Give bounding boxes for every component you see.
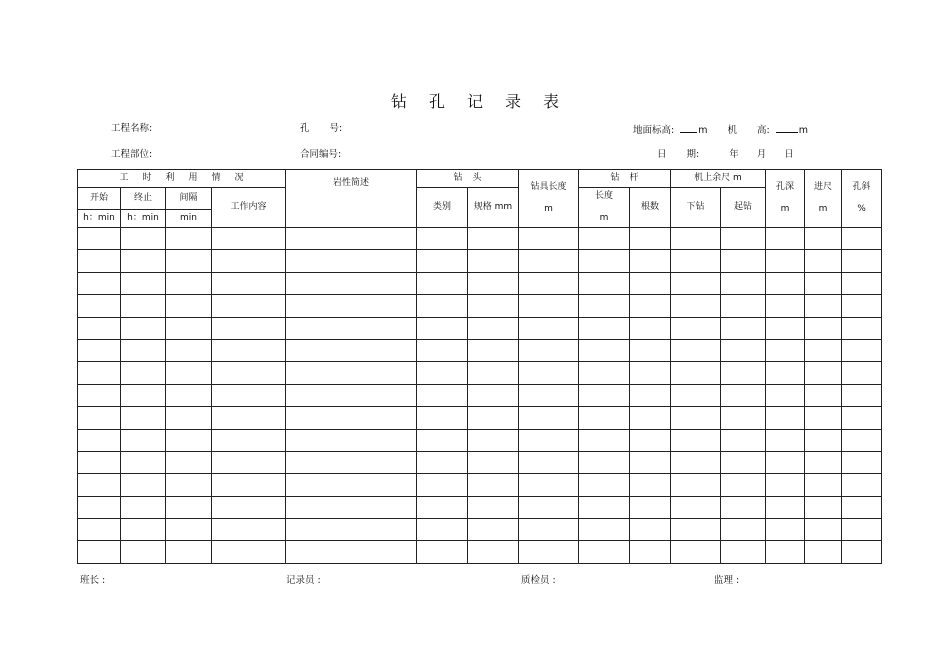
table-cell[interactable] [468, 339, 519, 361]
table-cell[interactable] [78, 339, 121, 361]
table-cell[interactable] [286, 541, 417, 563]
table-cell[interactable] [121, 496, 166, 518]
table-cell[interactable] [579, 496, 630, 518]
table-cell[interactable] [166, 295, 212, 317]
table-cell[interactable] [805, 541, 842, 563]
year-label: 年 [729, 149, 739, 160]
table-cell[interactable] [671, 541, 721, 563]
bit-spec-header: 规格 mm [468, 188, 519, 228]
month-label: 月 [756, 149, 767, 160]
table-cell[interactable] [721, 339, 766, 361]
table-cell[interactable] [212, 362, 286, 384]
table-cell[interactable] [417, 228, 468, 250]
date-field [657, 149, 794, 161]
table-cell[interactable] [286, 519, 417, 541]
table-cell[interactable] [78, 362, 121, 384]
machine-remaining-header: 机上余尺 m [671, 170, 766, 188]
table-row [78, 362, 882, 384]
table-cell[interactable] [805, 362, 842, 384]
table-cell[interactable] [468, 519, 519, 541]
table-cell[interactable] [519, 451, 579, 473]
table-cell[interactable] [286, 339, 417, 361]
table-cell[interactable] [468, 272, 519, 294]
table-cell[interactable] [842, 541, 882, 563]
inspector-label: 质检员 : [521, 575, 556, 586]
table-cell[interactable] [417, 474, 468, 496]
table-cell[interactable] [286, 429, 417, 451]
table-cell[interactable] [721, 407, 766, 429]
table-cell[interactable] [721, 317, 766, 339]
table-cell[interactable] [212, 541, 286, 563]
table-cell[interactable] [630, 272, 671, 294]
table-cell[interactable] [805, 317, 842, 339]
table-cell[interactable] [212, 384, 286, 406]
end-header: 终止 [121, 188, 166, 210]
ground-elevation-blank [680, 123, 697, 133]
table-cell[interactable] [121, 519, 166, 541]
table-cell[interactable] [842, 228, 882, 250]
table-cell[interactable] [121, 407, 166, 429]
table-cell[interactable] [805, 339, 842, 361]
page-title: 钻孔记录表 [390, 92, 581, 111]
table-cell[interactable] [671, 295, 721, 317]
table-cell[interactable] [417, 317, 468, 339]
table-cell[interactable] [166, 496, 212, 518]
table-cell[interactable] [766, 272, 805, 294]
table-cell[interactable] [721, 228, 766, 250]
table-cell[interactable] [166, 541, 212, 563]
table-cell[interactable] [842, 339, 882, 361]
table-cell[interactable] [630, 451, 671, 473]
table-cell[interactable] [579, 429, 630, 451]
table-cell[interactable] [630, 228, 671, 250]
table-row [78, 272, 882, 294]
table-cell[interactable] [579, 250, 630, 272]
table-cell[interactable] [121, 317, 166, 339]
table-cell[interactable] [286, 407, 417, 429]
table-row [78, 317, 882, 339]
table-cell[interactable] [286, 384, 417, 406]
table-cell[interactable] [286, 228, 417, 250]
table-row [78, 384, 882, 406]
table-row [78, 407, 882, 429]
table-cell[interactable] [842, 474, 882, 496]
table-row [78, 250, 882, 272]
table-cell[interactable] [417, 272, 468, 294]
table-cell[interactable] [78, 429, 121, 451]
table-cell[interactable] [766, 541, 805, 563]
table-cell[interactable] [842, 407, 882, 429]
table-cell[interactable] [579, 407, 630, 429]
table-cell[interactable] [166, 474, 212, 496]
table-cell[interactable] [671, 496, 721, 518]
table-row [78, 541, 882, 563]
table-cell[interactable] [519, 272, 579, 294]
table-cell[interactable] [671, 272, 721, 294]
contract-number-label: 合同编号: [300, 149, 342, 160]
table-cell[interactable] [519, 295, 579, 317]
tool-length-header [519, 170, 579, 228]
table-cell[interactable] [417, 541, 468, 563]
table-row [78, 474, 882, 496]
hole-depth-header [766, 170, 805, 228]
table-cell[interactable] [519, 429, 579, 451]
table-cell[interactable] [166, 384, 212, 406]
table-cell[interactable] [78, 272, 121, 294]
table-cell[interactable] [721, 496, 766, 518]
advance-label: 进尺 [813, 182, 832, 192]
project-part-label: 工程部位: [111, 149, 153, 160]
date-label-char: 日 [657, 149, 667, 160]
table-cell[interactable] [805, 272, 842, 294]
table-row [78, 339, 882, 361]
table-cell[interactable] [579, 384, 630, 406]
table-cell[interactable] [468, 407, 519, 429]
table-cell[interactable] [121, 272, 166, 294]
table-cell[interactable] [212, 295, 286, 317]
table-cell[interactable] [842, 362, 882, 384]
time-usage-header: 工时利用情况 [78, 170, 286, 188]
team-leader-label: 班长 : [80, 575, 106, 586]
table-cell[interactable] [212, 339, 286, 361]
table-cell[interactable] [166, 451, 212, 473]
table-cell[interactable] [121, 250, 166, 272]
table-cell[interactable] [78, 474, 121, 496]
rod-header: 钻杆 [579, 170, 671, 188]
table-cell[interactable] [468, 474, 519, 496]
table-cell[interactable] [671, 317, 721, 339]
table-cell[interactable] [286, 451, 417, 473]
table-cell[interactable] [766, 295, 805, 317]
table-cell[interactable] [805, 250, 842, 272]
table-cell[interactable] [166, 250, 212, 272]
table-cell[interactable] [842, 317, 882, 339]
table-cell[interactable] [766, 250, 805, 272]
table-cell[interactable] [417, 250, 468, 272]
bit-header: 钻头 [417, 170, 519, 188]
table-cell[interactable] [721, 384, 766, 406]
rod-length-unit: m [599, 213, 609, 223]
table-cell[interactable] [121, 384, 166, 406]
table-cell[interactable] [78, 295, 121, 317]
advance-unit: m [818, 204, 828, 214]
table-cell[interactable] [579, 362, 630, 384]
start-unit: h：min [78, 210, 121, 228]
table-cell[interactable] [212, 496, 286, 518]
table-cell[interactable] [630, 496, 671, 518]
table-cell[interactable] [519, 496, 579, 518]
table-cell[interactable] [212, 272, 286, 294]
table-cell[interactable] [579, 339, 630, 361]
rod-count-header: 根数 [630, 188, 671, 228]
table-cell[interactable] [630, 362, 671, 384]
table-cell[interactable] [842, 384, 882, 406]
table-cell[interactable] [468, 362, 519, 384]
table-cell[interactable] [721, 429, 766, 451]
table-cell[interactable] [805, 519, 842, 541]
table-cell[interactable] [721, 451, 766, 473]
table-cell[interactable] [721, 362, 766, 384]
table-cell[interactable] [519, 541, 579, 563]
table-cell[interactable] [212, 519, 286, 541]
table-cell[interactable] [842, 295, 882, 317]
table-row [78, 451, 882, 473]
table-cell[interactable] [166, 317, 212, 339]
project-name-label: 工程名称: [111, 123, 153, 134]
table-cell[interactable] [166, 272, 212, 294]
table-row [78, 228, 882, 250]
drilling-record-table [77, 169, 882, 564]
table-cell[interactable] [579, 295, 630, 317]
table-cell[interactable] [630, 407, 671, 429]
table-cell[interactable] [166, 519, 212, 541]
interval-unit: min [166, 210, 212, 228]
table-cell[interactable] [468, 384, 519, 406]
table-cell[interactable] [805, 496, 842, 518]
table-cell[interactable] [286, 317, 417, 339]
table-cell[interactable] [630, 541, 671, 563]
table-cell[interactable] [121, 451, 166, 473]
supervisor-label: 监理 : [714, 575, 740, 586]
table-cell[interactable] [721, 272, 766, 294]
table-cell[interactable] [579, 541, 630, 563]
table-cell[interactable] [212, 228, 286, 250]
table-cell[interactable] [805, 429, 842, 451]
advance-header [805, 170, 842, 228]
table-cell[interactable] [630, 384, 671, 406]
table-cell[interactable] [842, 496, 882, 518]
table-cell[interactable] [78, 519, 121, 541]
table-cell[interactable] [212, 317, 286, 339]
table-cell[interactable] [766, 451, 805, 473]
hole-depth-label: 孔深 [775, 182, 794, 192]
table-cell[interactable] [805, 407, 842, 429]
table-cell[interactable] [468, 429, 519, 451]
table-cell[interactable] [671, 362, 721, 384]
table-cell[interactable] [166, 429, 212, 451]
table-cell[interactable] [78, 407, 121, 429]
table-cell[interactable] [166, 362, 212, 384]
table-cell[interactable] [630, 474, 671, 496]
table-cell[interactable] [519, 250, 579, 272]
table-cell[interactable] [721, 295, 766, 317]
table-cell[interactable] [721, 541, 766, 563]
table-cell[interactable] [842, 272, 882, 294]
table-cell[interactable] [417, 451, 468, 473]
table-cell[interactable] [468, 451, 519, 473]
table-cell[interactable] [78, 541, 121, 563]
rod-length-label: 长度 [594, 191, 613, 201]
table-cell[interactable] [721, 250, 766, 272]
table-cell[interactable] [417, 339, 468, 361]
table-cell[interactable] [579, 474, 630, 496]
table-cell[interactable] [721, 519, 766, 541]
table-cell[interactable] [166, 228, 212, 250]
table-cell[interactable] [721, 474, 766, 496]
table-cell[interactable] [671, 474, 721, 496]
end-unit: h：min [121, 210, 166, 228]
table-cell[interactable] [286, 250, 417, 272]
table-cell[interactable] [579, 272, 630, 294]
table-cell[interactable] [671, 228, 721, 250]
work-content-header: 工作内容 [212, 188, 286, 228]
day-label: 日 [784, 149, 794, 160]
table-cell[interactable] [579, 228, 630, 250]
tool-length-label: 钻具长度 [530, 182, 567, 192]
table-cell[interactable] [286, 496, 417, 518]
table-cell[interactable] [630, 317, 671, 339]
table-cell[interactable] [630, 295, 671, 317]
table-cell[interactable] [766, 228, 805, 250]
table-cell[interactable] [121, 541, 166, 563]
rod-length-header [579, 188, 630, 228]
table-cell[interactable] [519, 362, 579, 384]
table-cell[interactable] [630, 519, 671, 541]
table-cell[interactable] [519, 519, 579, 541]
table-cell[interactable] [121, 295, 166, 317]
table-cell[interactable] [212, 407, 286, 429]
machine-height-unit: m [798, 125, 808, 136]
table-cell[interactable] [579, 451, 630, 473]
table-cell[interactable] [212, 451, 286, 473]
table-cell[interactable] [671, 451, 721, 473]
start-header: 开始 [78, 188, 121, 210]
machine-height-label: 高: [757, 125, 770, 136]
date-label: 期: [686, 149, 700, 160]
table-cell[interactable] [519, 407, 579, 429]
up-drill-header: 起钻 [721, 188, 766, 228]
table-cell[interactable] [121, 474, 166, 496]
table-cell[interactable] [212, 474, 286, 496]
recorder-label: 记录员 : [286, 575, 321, 586]
table-cell[interactable] [468, 541, 519, 563]
table-cell[interactable] [630, 250, 671, 272]
table-cell[interactable] [286, 362, 417, 384]
table-cell[interactable] [842, 250, 882, 272]
interval-header: 间隔 [166, 188, 212, 210]
hole-label [300, 123, 342, 135]
table-cell[interactable] [671, 407, 721, 429]
table-cell[interactable] [286, 272, 417, 294]
table-cell[interactable] [671, 339, 721, 361]
table-cell[interactable] [766, 496, 805, 518]
table-cell[interactable] [805, 474, 842, 496]
table-cell[interactable] [630, 339, 671, 361]
table-cell[interactable] [519, 339, 579, 361]
table-cell[interactable] [286, 474, 417, 496]
table-row [78, 429, 882, 451]
table-row [78, 496, 882, 518]
machine-height-blank [776, 123, 798, 133]
table-cell[interactable] [468, 295, 519, 317]
table-cell[interactable] [766, 429, 805, 451]
table-cell[interactable] [468, 250, 519, 272]
table-cell[interactable] [166, 407, 212, 429]
table-cell[interactable] [671, 384, 721, 406]
table-cell[interactable] [417, 496, 468, 518]
table-cell[interactable] [805, 451, 842, 473]
table-row [78, 519, 882, 541]
table-cell[interactable] [519, 228, 579, 250]
table-cell[interactable] [805, 228, 842, 250]
table-cell[interactable] [671, 250, 721, 272]
table-cell[interactable] [417, 295, 468, 317]
table-cell[interactable] [78, 451, 121, 473]
table-cell[interactable] [842, 519, 882, 541]
table-cell[interactable] [579, 317, 630, 339]
hole-label-char: 孔 [300, 123, 310, 134]
machine-label-char: 机 [727, 125, 738, 136]
table-cell[interactable] [212, 250, 286, 272]
table-cell[interactable] [630, 429, 671, 451]
table-cell[interactable] [121, 429, 166, 451]
hole-label-no: 号: [329, 123, 343, 134]
table-cell[interactable] [417, 519, 468, 541]
inclination-header [842, 170, 882, 228]
table-cell[interactable] [519, 384, 579, 406]
tool-length-unit: m [544, 204, 553, 214]
table-cell[interactable] [78, 250, 121, 272]
hole-depth-unit: m [780, 204, 790, 214]
inclination-unit: % [857, 204, 866, 214]
table-cell[interactable] [78, 496, 121, 518]
table-cell[interactable] [766, 384, 805, 406]
table-cell[interactable] [417, 429, 468, 451]
table-cell[interactable] [121, 362, 166, 384]
ground-elevation-label: 地面标高: [633, 125, 675, 136]
table-cell[interactable] [166, 339, 212, 361]
table-cell[interactable] [468, 228, 519, 250]
table-cell[interactable] [766, 362, 805, 384]
table-cell[interactable] [766, 519, 805, 541]
table-cell[interactable] [121, 339, 166, 361]
table-cell[interactable] [766, 339, 805, 361]
table-cell[interactable] [671, 519, 721, 541]
ground-elevation-unit: m [698, 125, 708, 136]
table-cell[interactable] [805, 295, 842, 317]
table-cell[interactable] [579, 519, 630, 541]
table-cell[interactable] [468, 496, 519, 518]
table-row [78, 295, 882, 317]
table-cell[interactable] [805, 384, 842, 406]
table-cell[interactable] [286, 295, 417, 317]
bit-type-header: 类别 [417, 188, 468, 228]
table-cell[interactable] [417, 407, 468, 429]
ground-elevation [633, 123, 808, 137]
table-cell[interactable] [417, 362, 468, 384]
table-cell[interactable] [519, 474, 579, 496]
table-cell[interactable] [212, 429, 286, 451]
table-cell[interactable] [766, 474, 805, 496]
table-cell[interactable] [468, 317, 519, 339]
table-cell[interactable] [671, 429, 721, 451]
table-cell[interactable] [121, 228, 166, 250]
table-cell[interactable] [417, 384, 468, 406]
lithology-header: 岩性简述 [286, 170, 417, 228]
table-cell[interactable] [842, 451, 882, 473]
table-cell[interactable] [78, 384, 121, 406]
table-cell[interactable] [519, 317, 579, 339]
table-cell[interactable] [78, 228, 121, 250]
table-cell[interactable] [766, 317, 805, 339]
table-cell[interactable] [78, 317, 121, 339]
table-cell[interactable] [766, 407, 805, 429]
table-cell[interactable] [842, 429, 882, 451]
inclination-label: 孔斜 [852, 182, 871, 192]
down-drill-header: 下钻 [671, 188, 721, 228]
